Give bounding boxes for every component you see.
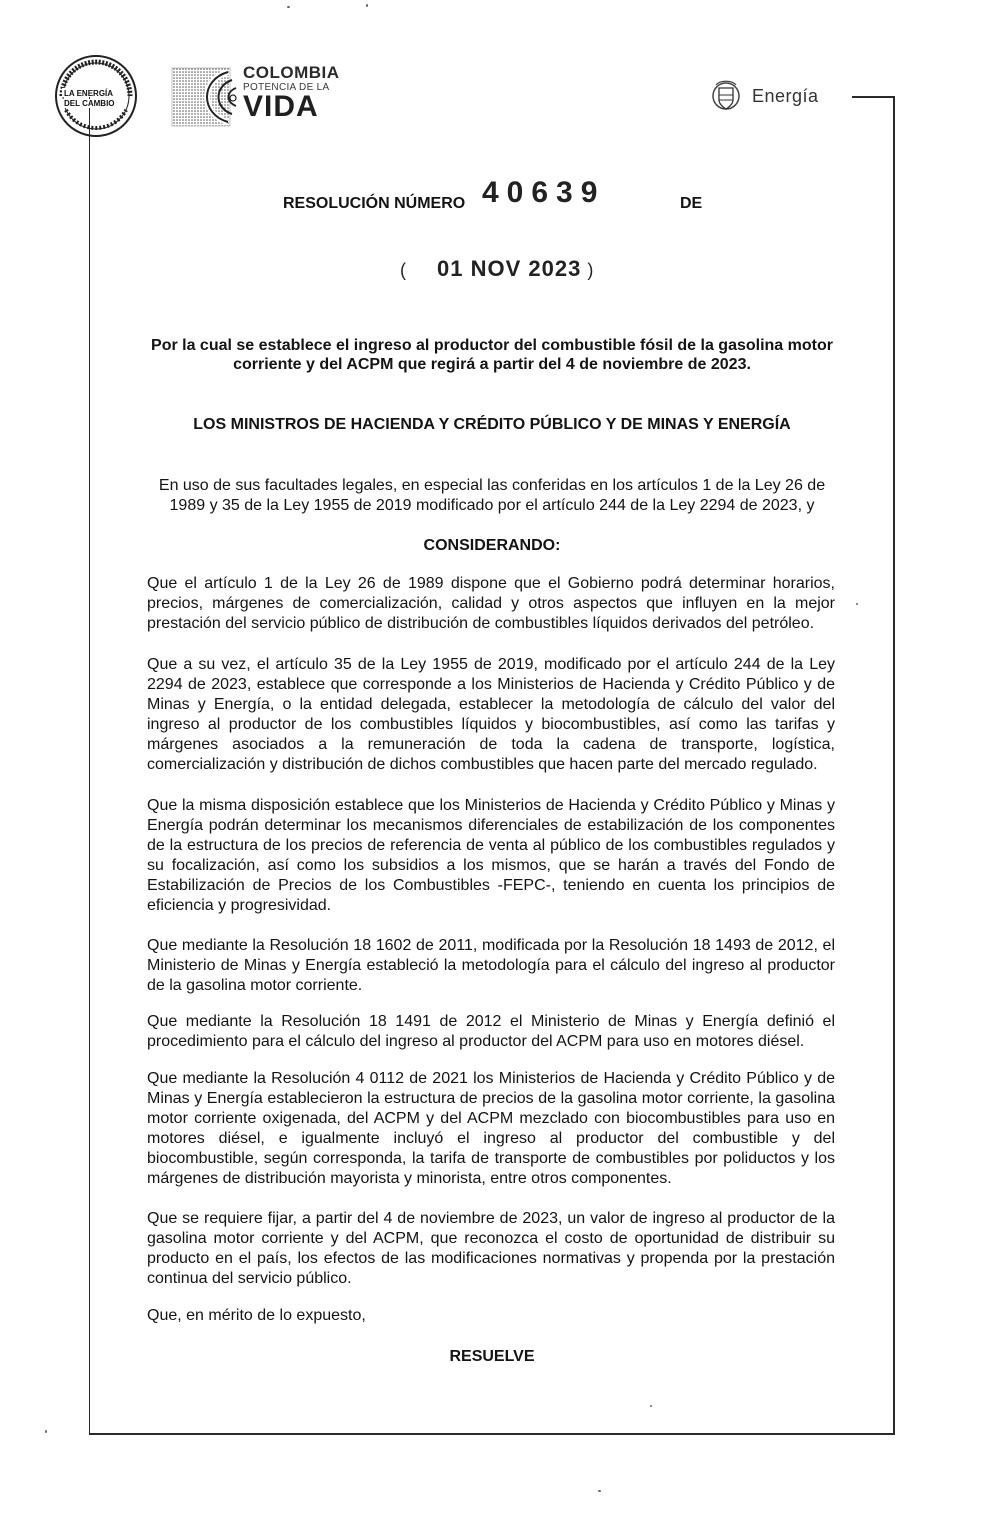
seal-text-line-1: LA ENERGÍA — [64, 89, 114, 98]
date-open-paren: ( — [400, 260, 407, 280]
considerando-paragraph-5: Que mediante la Resolución 18 1491 de 2012 el Ministerio de Minas y Energía definió el procedimiento para el cálculo del ingreso al productor del ACPM para uso en motores diésel. — [147, 1013, 835, 1050]
preamble: En uso de sus facultades legales, en especial las conferidas en los artículos 1 de la Ley 26 de 1989 y 35 de la Ley 1955 de 2019 modificado por el artículo 244 de la Ley 2294 de 2023, y — [158, 477, 826, 514]
frame-top-line — [852, 96, 895, 98]
considerando-paragraph-3: Que la misma disposición establece que los Ministerios de Hacienda y Crédito Público y Minas y Energía podrán determinar los mecanismos diferenciales de estabilización de los componentes de la estructura de los precios de referencia de venta al público de los combustibles regulados y su focalización, así como los subsidios a los mismos, que se harán a través del Fondo de Estabilización de Precios de los Combustibles -FEPC-, teniendo en cuenta los principios de eficiencia y progresividad. — [147, 797, 835, 914]
scan-speck — [598, 1490, 601, 1492]
scan-speck — [366, 4, 368, 7]
logo-line-potencia: POTENCIA DE LA — [243, 82, 330, 93]
closing-line: Que, en mérito de lo expuesto, — [147, 1307, 366, 1324]
considerando-paragraph-4: Que mediante la Resolución 18 1602 de 2011, modificada por la Resolución 18 1493 de 2012, el Ministerio de Minas y Energía estableció la metodología para el cálculo del ingreso al productor de la gasolina motor corriente. — [147, 937, 835, 994]
frame-right-line — [893, 97, 895, 1434]
colombia-logo-text — [243, 64, 340, 122]
resolution-de-label: DE — [680, 195, 703, 212]
considerando-heading: CONSIDERANDO: — [423, 537, 561, 554]
logo-line-vida: VIDA — [243, 90, 319, 123]
ministry-name: Energía — [752, 86, 819, 106]
considerando-paragraph-2: Que a su vez, el artículo 35 de la Ley 1955 de 2019, modificado por el artículo 244 de la Ley 2294 de 2023, establece que corresponde a los Ministerios de Hacienda y Crédito Público y de Minas y Energía, o la entidad delegada, establecer la metodología de cálculo del valor del ingreso al productor de los combustibles líquidos y biocombustibles, así como las tarifas y márgenes asociados a la remuneración de toda la cadena de transporte, logística, comercialización y distribución de dichos combustibles que hacen parte del mercado regulado. — [147, 656, 835, 773]
resuelve-heading: RESUELVE — [449, 1348, 535, 1365]
scan-speck — [45, 1430, 47, 1433]
seal-stamp — [52, 52, 140, 140]
considerando-paragraph-6: Que mediante la Resolución 4 0112 de 2021 los Ministerios de Hacienda y Crédito Público y de Minas y Energía establecieron la estructura de precios de la gasolina motor corriente, la gasolina motor corriente oxigenada, del ACPM y del ACPM mezclado con biocombustibles para uso en motores diésel, e igualmente incluyó el ingreso al productor del combustible y del biocombustible, según corresponda, la tarifa de transporte de combustibles por poliductos y los márgenes de distribución mayorista y minorista, entre otros componentes. — [147, 1070, 835, 1187]
considerando-paragraph-1: Que el artículo 1 de la Ley 26 de 1989 dispone que el Gobierno podrá determinar horarios, precios, márgenes de comercialización, calidad y otros aspectos que influyen en la mejor prestación del servicio público de distribución de combustibles líquidos derivados del petróleo. — [147, 575, 835, 632]
ministers-heading: LOS MINISTROS DE HACIENDA Y CRÉDITO PÚBLICO Y DE MINAS Y ENERGÍA — [193, 416, 791, 433]
seal-text-line-2: DEL CAMBIO — [64, 99, 115, 108]
scan-speck — [650, 1405, 652, 1407]
scan-speck — [287, 6, 290, 8]
resolution-date — [400, 256, 594, 282]
date-close-paren: ) — [587, 260, 595, 280]
resolution-title: Por la cual se establece el ingreso al productor del combustible fósil de la gasolina motor corriente y del ACPM que regirá a partir del 4 de noviembre de 2023. — [151, 337, 833, 373]
frame-left-line — [89, 96, 90, 1434]
resolution-date-value: 01 NOV 2023 — [437, 256, 582, 281]
frame-bottom-line — [89, 1433, 895, 1435]
considerando-paragraph-7: Que se requiere fijar, a partir del 4 de noviembre de 2023, un valor de ingreso al productor de la gasolina motor corriente y del ACPM, que reconozca el costo de oportunidad de distribuir su producto en el país, los efectos de las modificaciones normativas y propenda por la prestación continua del servicio público. — [147, 1210, 835, 1287]
scan-speck — [856, 603, 858, 605]
resolution-number: 40639 — [482, 176, 606, 209]
resolution-label: RESOLUCIÓN NÚMERO — [283, 195, 466, 212]
logo-line-colombia: COLOMBIA — [243, 63, 340, 82]
